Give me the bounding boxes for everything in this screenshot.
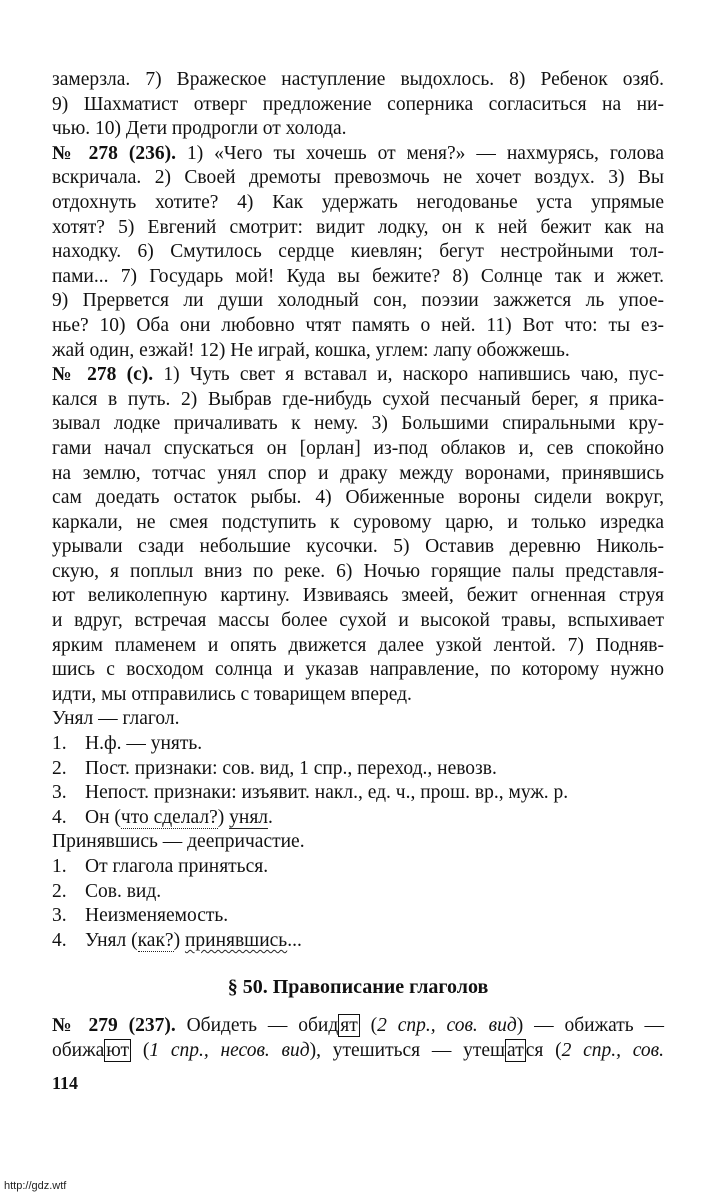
text-line: гами начал спускаться он [орлан] из-под облаков и, сев спокойно xyxy=(52,437,664,459)
text-line: ют великолепную картину. Извиваясь змеей, бежит огненная струя xyxy=(52,585,664,607)
exercise-278-c xyxy=(52,363,664,707)
item-text: Н.ф. — унять. xyxy=(85,733,203,755)
list-item xyxy=(52,855,664,880)
analysis-title: Унял — глагол. xyxy=(52,708,180,730)
text-line: скую, я поплыл вниз по реке. 6) Ночью горящие палы представля- xyxy=(52,560,664,582)
item-text-mid: ) xyxy=(173,929,185,951)
predicate-underlined: унял xyxy=(229,806,269,828)
item-number: 1. xyxy=(52,733,67,755)
item-text: Непост. признаки: изъявит. накл., ед. ч., прош. вр., муж. р. xyxy=(85,782,569,804)
adverbial-underlined: принявшись xyxy=(184,929,288,951)
ending-box: ют xyxy=(106,1039,130,1061)
text-line: замерзла. 7) Вражеское наступление выдохлось. 8) Ребенок озяб. xyxy=(52,69,664,90)
item-number: 1. xyxy=(52,856,67,877)
page-content xyxy=(52,68,664,1096)
text-line: сам доедать остаток рыбы. 4) Обиженные вороны сидели вокруг, xyxy=(52,487,664,509)
text-line: пами... 7) Государь мой! Куда вы бежите? 8) Солнце так и жжет. xyxy=(52,265,664,287)
text-line: кался в путь. 2) Выбрав где-нибудь сухой песчаный берег, я прика- xyxy=(52,388,664,410)
analysis-list xyxy=(52,732,664,830)
morph-analysis-verb xyxy=(52,707,664,830)
text-line: 9) Шахматист отверг предложение соперника согласиться на ни- xyxy=(52,93,664,115)
text-span: ся ( xyxy=(525,1039,562,1061)
ending-box: ат xyxy=(507,1039,524,1061)
text-span: ), утешиться — утеш xyxy=(309,1039,506,1061)
item-number: 3. xyxy=(52,905,67,927)
item-text-pre: Он ( xyxy=(85,806,121,828)
text-line xyxy=(52,363,664,388)
exercise-label: № 278 (с). xyxy=(52,364,154,386)
item-text-post: . xyxy=(268,806,273,828)
footer-url[interactable]: http://gdz.wtf xyxy=(4,1180,67,1192)
ending-box: ят xyxy=(340,1014,358,1036)
grammar-note: 1 спр., несов. вид xyxy=(149,1039,310,1061)
text-line: зывал лодке причаливать к нему. 3) Большими спиральными кру- xyxy=(52,413,664,435)
text-line xyxy=(52,1039,664,1064)
text-line: жай один, езжай! 12) Не играй, кошка, углем: лапу обожжешь. xyxy=(52,339,570,361)
list-item xyxy=(52,904,664,929)
text-line: идти, мы отправились с товарищем вперед. xyxy=(52,683,412,705)
grammar-note: 2 спр., сов. xyxy=(561,1039,664,1061)
list-item xyxy=(52,732,664,757)
item-number: 4. xyxy=(52,929,67,951)
item-text-post: ... xyxy=(287,929,302,951)
grammar-note: 2 спр., сов. вид xyxy=(377,1014,517,1036)
item-text-pre: Унял ( xyxy=(85,929,138,951)
item-number: 2. xyxy=(52,880,67,902)
text-line xyxy=(52,1014,664,1039)
text-span: ( xyxy=(131,1039,150,1061)
text-line: шись с восходом солнца и указав направление, по которому нужно xyxy=(52,659,664,681)
page-number: 114 xyxy=(52,1073,79,1094)
list-item xyxy=(52,781,664,806)
text-line: чью. 10) Дети продрогли от холода. xyxy=(52,118,347,140)
text-line: и вдруг, встречая массы более сухой и высокой травы, вспыхивает xyxy=(52,610,664,632)
intro-paragraph xyxy=(52,68,664,142)
list-item xyxy=(52,806,664,831)
morph-analysis-participle xyxy=(52,830,664,953)
text-span: Обидеть — обид xyxy=(175,1014,339,1036)
text-line: 9) Прервется ли души холодный сон, поэзии зажжется ль упое- xyxy=(52,290,664,312)
text-line: отдохнуть хотите? 4) Как удержать негодованье уста упрямые xyxy=(52,191,664,213)
text-line: на землю, тотчас унял спор и драку между воронами, принявшись xyxy=(52,462,664,484)
item-text: От глагола приняться. xyxy=(85,856,269,877)
text-span: 1) «Чего ты хочешь от меня?» — нахмурясь, голова xyxy=(175,142,664,164)
text-line: хотят? 5) Евгений смотрит: видит лодку, он к ней бежит как на xyxy=(52,216,664,238)
text-span: ( xyxy=(359,1014,378,1036)
text-span: ) — обижать — xyxy=(516,1014,665,1036)
section-heading: § 50. Правописание глаголов xyxy=(227,976,489,999)
item-number: 4. xyxy=(52,806,67,828)
item-text: Сов. вид. xyxy=(85,880,162,902)
list-item xyxy=(52,757,664,782)
item-text: Пост. признаки: сов. вид, 1 спр., переход., невозв. xyxy=(85,757,497,779)
exercise-278-236 xyxy=(52,142,664,363)
text-line: каркали, не смея подступить к суровому царю, и только изредка xyxy=(52,511,664,533)
text-line xyxy=(52,142,664,167)
list-item xyxy=(52,929,664,954)
item-text-mid: ) xyxy=(217,806,230,828)
text-line: находку. 6) Смутилось сердце киевлян; бегут нестройными тол- xyxy=(52,241,664,263)
text-line: вскричала. 2) Своей дремоты превозмочь не хочет воздух. 3) Вы xyxy=(52,167,664,189)
list-item xyxy=(52,880,664,905)
exercise-label: № 278 (236). xyxy=(52,142,176,164)
item-number: 2. xyxy=(52,757,67,779)
item-number: 3. xyxy=(52,782,67,804)
text-span: обижа xyxy=(52,1039,105,1061)
question-underlined: что сделал? xyxy=(120,806,218,828)
text-line: ярким пламенем и опять движется далее узкой лентой. 7) Подняв- xyxy=(52,634,664,656)
exercise-279 xyxy=(52,1014,664,1063)
question-underlined: как? xyxy=(137,929,174,951)
analysis-list xyxy=(52,855,664,953)
text-span: 1) Чуть свет я вставал и, наскоро напившись чаю, пус- xyxy=(153,364,664,386)
analysis-title: Принявшись — деепричастие. xyxy=(52,831,305,853)
text-line: урывали сзади небольшие кусочки. 5) Оставив деревню Николь- xyxy=(52,536,664,558)
exercise-label: № 279 (237). xyxy=(52,1014,176,1036)
text-line: нье? 10) Оба они любовно чтят память о ней. 11) Вот что: ты ез- xyxy=(52,314,664,336)
item-text: Неизменяемость. xyxy=(85,905,229,927)
